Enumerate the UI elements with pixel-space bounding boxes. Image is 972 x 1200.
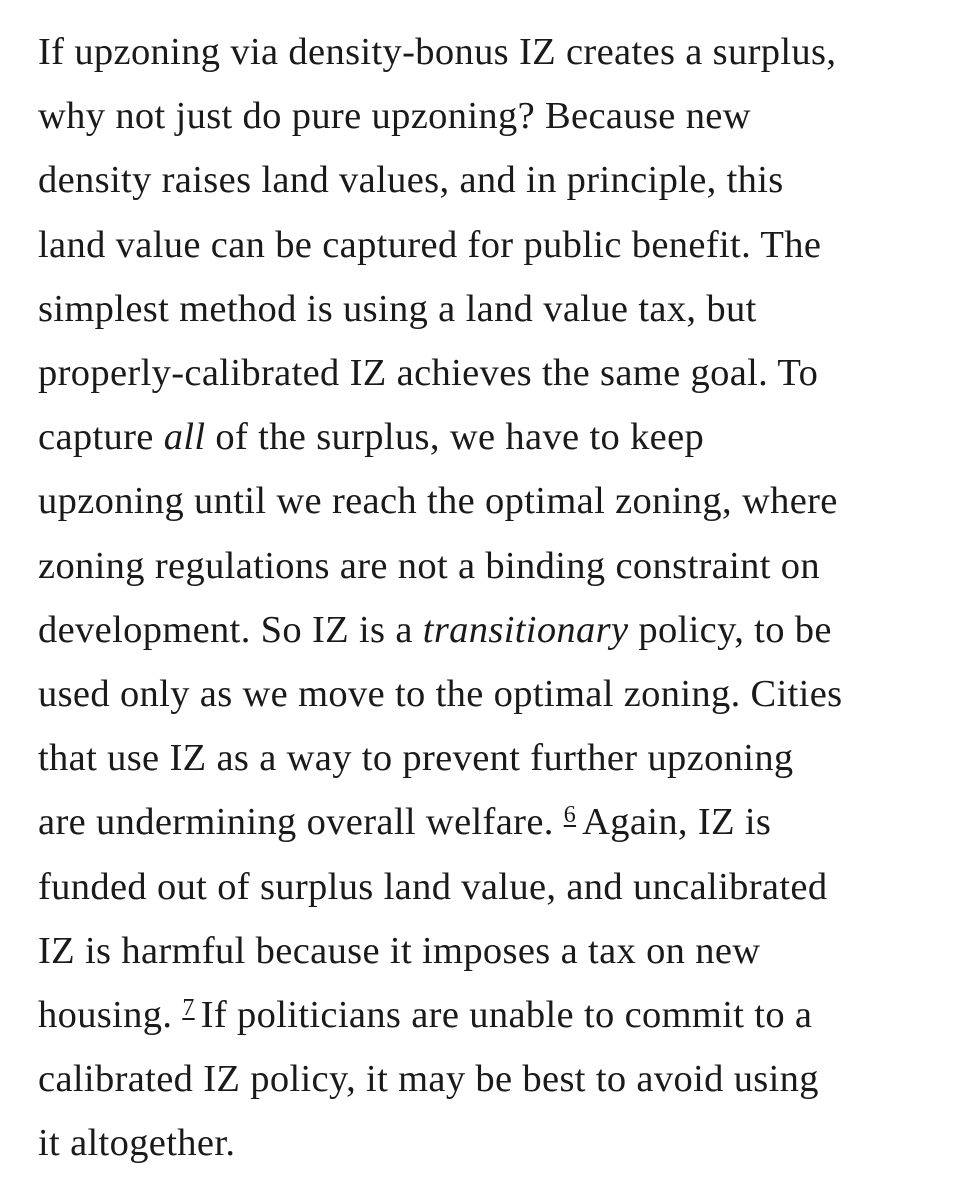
text-line: land value can be captured for public benefit. The [38,223,822,266]
footnote-link-7[interactable]: 7 [182,995,195,1022]
text-line [38,598,950,662]
text-line: why not just do pure upzoning? Because new [38,95,751,138]
text-line: that use IZ as a way to prevent further upzoning [38,737,794,780]
text-line: calibrated IZ policy, it may be best to avoid using [38,1058,819,1101]
text-line: zoning regulations are not a binding constraint on [38,544,820,587]
text-segment: development. So IZ is a [38,608,423,651]
emphasis-transitionary: transitionary [422,608,629,651]
text-segment: are undermining overall welfare. [38,801,564,844]
text-line: simplest method is using a land value tax, but [38,287,757,330]
text-line: If upzoning via density-bonus IZ creates a surplus, [38,31,837,73]
text-line: funded out of surplus land value, and uncalibrated [38,865,828,908]
article-paragraph [38,20,950,1176]
text-line [38,983,950,1047]
text-segment: housing. [38,994,183,1037]
text-line: properly-calibrated IZ achieves the same goal. To [38,352,819,395]
text-line [38,790,950,854]
footnote-link-6[interactable]: 6 [563,802,577,829]
text-segment: of the surplus, we have to keep [205,416,705,459]
text-line [38,405,950,469]
text-line: it altogether. [38,1122,236,1165]
text-line: upzoning until we reach the optimal zoning, where [38,480,838,523]
text-segment: If politicians are unable to commit to a [200,994,813,1037]
text-line: IZ is harmful because it imposes a tax on new [38,929,761,972]
text-line: density raises land values, and in principle, this [38,159,784,202]
text-segment: capture [38,416,164,459]
text-segment: policy, to be [628,608,832,651]
emphasis-all: all [163,416,206,459]
text-segment: Again, IZ is [582,801,772,844]
text-line: used only as we move to the optimal zoning. Cities [38,673,843,716]
